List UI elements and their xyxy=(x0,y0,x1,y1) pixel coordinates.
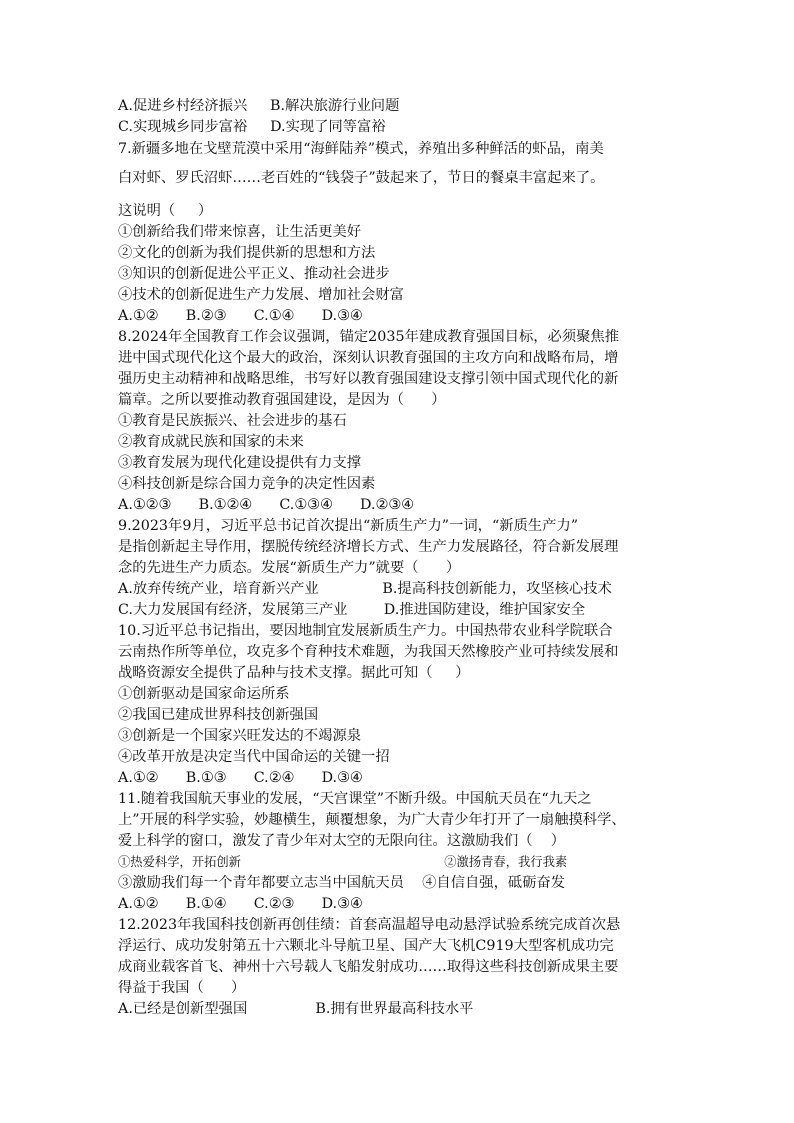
text-line: 9.2023年9月，习近平总书记首次提出“新质生产力”一词，“新质生产力” xyxy=(118,518,579,534)
text-line: ③教育发展为现代化建设提供有力支撑 xyxy=(118,455,362,471)
text-line: ①创新给我们带来惊喜，让生活更美好 xyxy=(118,224,362,240)
text-line: A.促进乡村经济振兴 B.解决旅游行业问题 xyxy=(118,98,400,114)
text-line: 8.2024年全国教育工作会议强调，锚定2035年建成教育强国目标，必须聚焦推 xyxy=(118,329,620,345)
text-line: ③知识的创新促进公平正义、推动社会进步 xyxy=(118,266,390,282)
text-line: 这说明（ ） xyxy=(118,203,213,219)
text-line: C.实现城乡同步富裕 D.实现了同等富裕 xyxy=(118,119,386,135)
text-line: 篇章。之所以要推动教育强国建设，是因为（ ） xyxy=(118,392,446,408)
text-line: 战略资源安全提供了品种与技术支撑。据此可知（ ） xyxy=(118,665,470,681)
text-line: 是指创新起主导作用，摆脱传统经济增长方式、生产力发展路径，符合新发展理 xyxy=(118,539,619,555)
text-line: 7.新疆多地在戈壁荒漠中采用“海鲜陆养”模式，养殖出多种鲜活的虾品，南美 xyxy=(118,141,604,157)
text-line: ④技术的创新促进生产力发展、增加社会财富 xyxy=(118,287,404,303)
text-line: 成商业载客首飞、神州十六号载人飞船发射成功……取得这些科技创新成果主要 xyxy=(118,959,619,975)
text-line: ②教育成就民族和国家的未来 xyxy=(118,434,304,450)
text-line: 云南热作所等单位，攻克多个育种技术难题，为我国天然橡胶产业可持续发展和 xyxy=(118,644,619,660)
text-line: 11.随着我国航天事业的发展，“天宫课堂”不断升级。中国航天员在“九天之 xyxy=(118,791,592,807)
text-line: A.已经是创新型强国 B.拥有世界最高科技水平 xyxy=(118,1001,474,1017)
text-line: 得益于我国（ ） xyxy=(118,980,246,996)
text-line: 上”开展的科学实验，妙趣横生，颠覆想象，为广大青少年打开了一扇触摸科学、 xyxy=(118,812,626,828)
text-line: ①创新驱动是国家命运所系 xyxy=(118,686,290,702)
text-line: A.①② B.①③ C.②④ D.③④ xyxy=(118,770,363,786)
text-line: 念的先进生产力质态。发展“新质生产力”就要（ ） xyxy=(118,560,461,576)
text-line: 白对虾、罗氏沼虾……老百姓的“钱袋子”鼓起来了，节日的餐桌丰富起来了。 xyxy=(118,170,605,186)
text-line: 10.习近平总书记指出，要因地制宜发展新质生产力。中国热带农业科学院联合 xyxy=(118,623,613,639)
text-line: 浮运行、成功发射第五十六颗北斗导航卫星、国产大飞机C919大型客机成功完 xyxy=(118,938,614,954)
text-line: A.①②③ B.①②④ C.①③④ D.②③④ xyxy=(118,497,414,513)
text-line: ②我国已建成世界科技创新强国 xyxy=(118,707,319,723)
text-line: ④改革开放是决定当代中国命运的关键一招 xyxy=(118,749,390,765)
text-line: A.放弃传统产业，培育新兴产业 B.提高科技创新能力，攻坚核心技术 xyxy=(118,581,612,597)
text-line: 进中国式现代化这个最大的政治，深刻认识教育强国的主攻方向和战略布局，增 xyxy=(118,350,619,366)
text-line: A.①② B.①④ C.②③ D.③④ xyxy=(118,896,363,912)
text-line: ③激励我们每一个青年都要立志当中国航天员 ④自信自强，砥砺奋发 xyxy=(118,875,566,891)
text-line: 强历史主动精神和战略思维，书写好以教育强国建设支撑引领中国式现代化的新 xyxy=(118,371,619,387)
text-line: ③创新是一个国家兴旺发达的不竭源泉 xyxy=(118,728,362,744)
text-line: ④科技创新是综合国力竞争的决定性因素 xyxy=(118,476,376,492)
text-line: ②文化的创新为我们提供新的思想和方法 xyxy=(118,245,376,261)
text-line: 爱上科学的窗口，激发了青少年对太空的无限向往。这激励我们（ ） xyxy=(118,833,566,849)
text-line: ①教育是民族振兴、社会进步的基石 xyxy=(118,413,347,429)
text-line: 12.2023年我国科技创新再创佳绩：首套高温超导电动悬浮试验系统完成首次悬 xyxy=(118,917,621,933)
text-line: A.①② B.②③ C.①④ D.③④ xyxy=(118,308,363,324)
text-line: C.大力发展国有经济，发展第三产业 D.推进国防建设，维护国家安全 xyxy=(118,602,586,618)
text-line: ①热爱科学，开拓创新 ②激扬青春，我行我素 xyxy=(118,855,568,869)
